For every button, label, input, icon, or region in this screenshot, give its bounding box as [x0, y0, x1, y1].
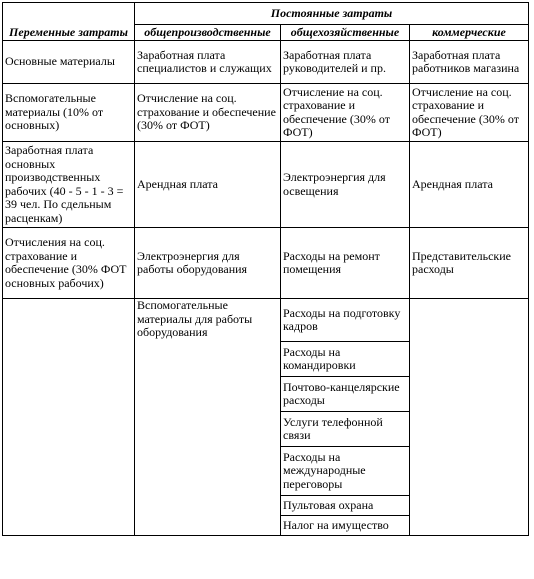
variable-cost-cell: Отчисления на соц. страхование и обеспечение (30% ФОТ основных рабочих) [3, 228, 135, 299]
general-cost-cell: Расходы на ремонт помещения [281, 228, 410, 299]
production-cost-cell: Вспомогательные материалы для работы оборудования [135, 299, 281, 342]
fixed-costs-header: Постоянные затраты [135, 3, 529, 25]
production-cost-cell: Отчисление на соц. страхование и обеспечение (30% от ФОТ) [135, 84, 281, 142]
variable-costs-header: Переменные затраты [3, 25, 135, 41]
table-row [3, 299, 529, 342]
table-row [3, 84, 529, 142]
table-row [3, 228, 529, 299]
commercial-cost-cell: Отчисление на соц. страхование и обеспечение (30% от ФОТ) [410, 84, 529, 142]
production-overhead-header: общепроизводственные [135, 25, 281, 41]
variable-cost-cell: Основные материалы [3, 41, 135, 84]
commercial-cost-cell: Арендная плата [410, 142, 529, 228]
table-row [3, 142, 529, 228]
production-cost-cell: Заработная плата специалистов и служащих [135, 41, 281, 84]
general-cost-cell: Отчисление на соц. страхование и обеспечение (30% от ФОТ) [281, 84, 410, 142]
table-row [3, 41, 529, 84]
commercial-costs-header: коммерческие [410, 25, 529, 41]
header-corner-cell [3, 3, 135, 25]
general-cost-cell: Электроэнергия для освещения [281, 142, 410, 228]
production-cost-cell: Электроэнергия для работы оборудования [135, 228, 281, 299]
general-cost-cell: Расходы на международные переговоры [281, 447, 410, 496]
variable-cost-cell: Вспомогательные материалы (10% от основных) [3, 84, 135, 142]
production-cost-cell: Арендная плата [135, 142, 281, 228]
production-cost-empty-cell [135, 342, 281, 536]
general-cost-cell: Услуги телефонной связи [281, 412, 410, 447]
commercial-cost-cell: Заработная плата работников магазина [410, 41, 529, 84]
commercial-cost-cell: Представительские расходы [410, 228, 529, 299]
general-overhead-header: общехозяйственные [281, 25, 410, 41]
variable-cost-empty-cell [3, 299, 135, 536]
variable-cost-cell: Заработная плата основных производственных рабочих (40 - 5 - 1 - 3 = 39 чел. По сдельным расценкам) [3, 142, 135, 228]
general-cost-cell: Заработная плата руководителей и пр. [281, 41, 410, 84]
general-cost-cell: Расходы на командировки [281, 342, 410, 377]
general-cost-cell: Расходы на подготовку кадров [281, 299, 410, 342]
commercial-cost-empty-cell [410, 299, 529, 536]
general-cost-cell: Налог на имущество [281, 516, 410, 536]
general-cost-cell: Пультовая охрана [281, 496, 410, 516]
general-cost-cell: Почтово-канцелярские расходы [281, 377, 410, 412]
cost-classification-table [2, 2, 529, 536]
